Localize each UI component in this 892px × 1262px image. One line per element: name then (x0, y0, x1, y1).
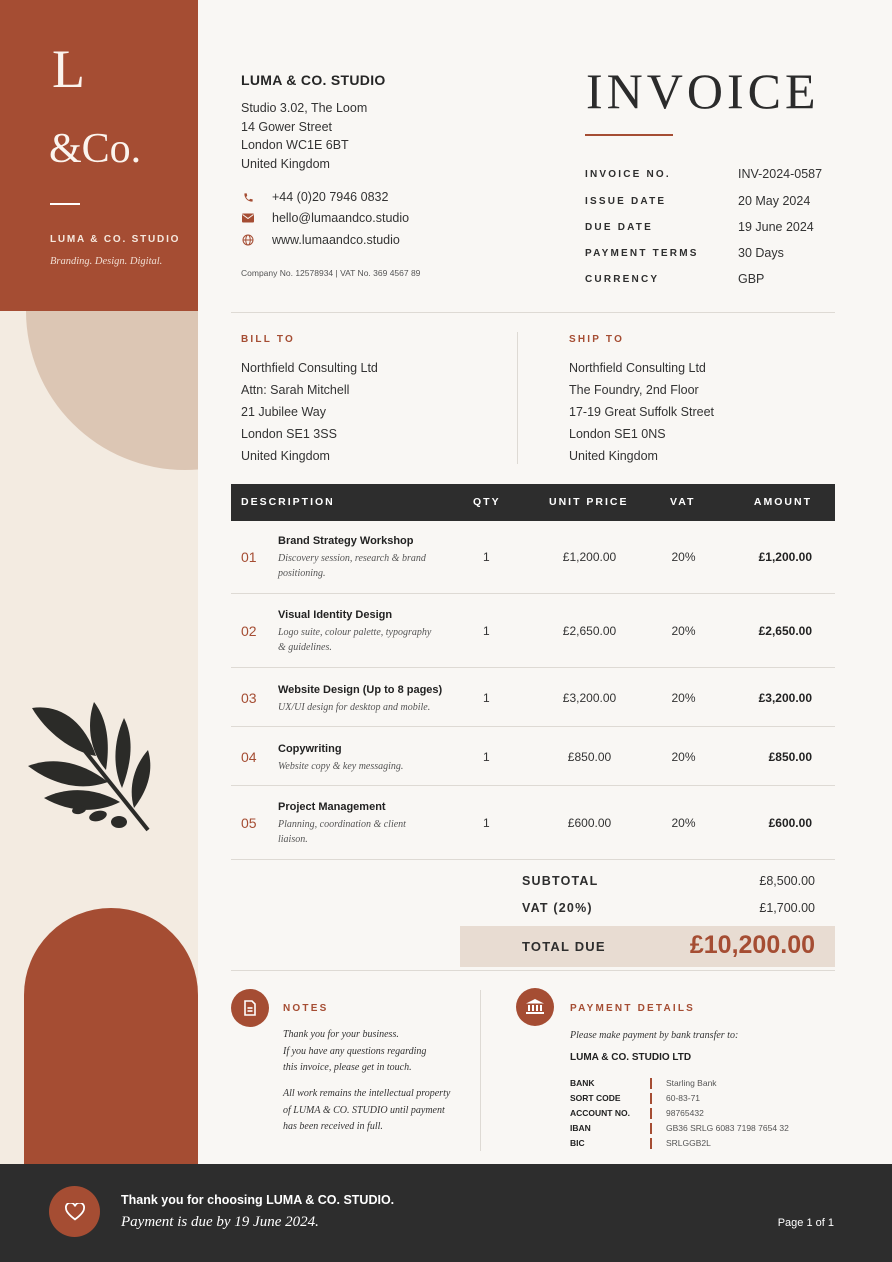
total-due-value: £10,200.00 (689, 931, 815, 959)
address-line: London WC1E 6BT (241, 138, 349, 152)
item-description (278, 700, 478, 715)
payment-intro: Please make payment by bank transfer to: (570, 1030, 739, 1041)
heart-icon (49, 1186, 100, 1237)
company-address (241, 99, 367, 173)
item-qty: 1 (483, 550, 490, 564)
meta-label: DUE DATE (585, 222, 653, 233)
notes-label: NOTES (283, 1003, 329, 1014)
contact-email (241, 211, 409, 225)
item-title: Website Design (Up to 8 pages) (278, 684, 443, 696)
table-row (231, 521, 835, 593)
bank-icon (516, 988, 554, 1026)
item-amount: £850.00 (768, 750, 812, 764)
row-number: 05 (241, 815, 257, 831)
item-description (278, 759, 458, 774)
page-number: Page 1 of 1 (777, 1217, 834, 1229)
payment-key: ACCOUNT NO. (570, 1108, 630, 1118)
item-qty: 1 (483, 816, 490, 830)
column-divider (517, 332, 518, 464)
table-header (231, 484, 835, 521)
brand-name: LUMA & CO. STUDIO (50, 234, 181, 245)
total-due-label: TOTAL DUE (522, 939, 606, 954)
address-line: United Kingdom (569, 449, 658, 463)
item-vat: 20% (671, 816, 696, 830)
payment-company: LUMA & CO. STUDIO LTD (570, 1052, 692, 1063)
logo-co: &Co. (49, 126, 142, 172)
contact-website (241, 233, 400, 247)
brand-tagline: Branding. Design. Digital. (50, 256, 163, 267)
address-line: London SE1 3SS (241, 427, 337, 441)
footer (0, 1164, 892, 1262)
item-amount: £1,200.00 (758, 550, 812, 564)
notes-line: this invoice, please get in touch. (283, 1062, 412, 1073)
payment-details-label: PAYMENT DETAILS (570, 1003, 696, 1014)
logo-letter: L (52, 39, 85, 99)
desc-line: & guidelines. (278, 642, 332, 653)
item-title: Project Management (278, 801, 386, 813)
address-line: The Foundry, 2nd Floor (569, 383, 699, 397)
left-sidebar (0, 0, 198, 1164)
footer-thanks: Thank you for choosing LUMA & CO. STUDIO. (121, 1193, 395, 1207)
item-unit-price: £600.00 (567, 816, 612, 830)
item-amount: £3,200.00 (758, 691, 812, 705)
issue-date: 20 May 2024 (738, 194, 811, 208)
meta-label: PAYMENT TERMS (585, 248, 699, 259)
contact-phone (241, 190, 388, 204)
row-number: 01 (241, 549, 257, 565)
table-row (231, 594, 835, 667)
item-unit-price: £1,200.00 (562, 550, 617, 564)
address-line: Northfield Consulting Ltd (569, 361, 706, 375)
vat-label: VAT (20%) (522, 901, 593, 915)
desc-line: positioning. (278, 568, 326, 579)
address-line: Attn: Sarah Mitchell (241, 383, 350, 397)
item-title: Brand Strategy Workshop (278, 535, 414, 547)
decorative-arch (24, 908, 198, 1164)
email-address: hello@lumaandco.studio (272, 211, 410, 225)
bill-to-address (241, 357, 378, 467)
payment-value: 98765432 (666, 1108, 704, 1118)
header-qty: QTY (473, 496, 501, 508)
item-qty: 1 (483, 624, 490, 638)
ship-to-address (569, 357, 714, 467)
divider (231, 312, 835, 313)
desc-line: Planning, coordination & client (278, 819, 406, 830)
brand-block (0, 0, 198, 311)
item-qty: 1 (483, 750, 490, 764)
notes-line: Thank you for your business. (283, 1029, 399, 1040)
table-row (231, 668, 835, 726)
address-line: Studio 3.02, The Loom (241, 101, 368, 115)
item-vat: 20% (671, 550, 696, 564)
address-line: 21 Jubilee Way (241, 405, 326, 419)
header-vat: VAT (670, 496, 696, 508)
address-line: United Kingdom (241, 156, 330, 171)
notes-line: If you have any questions regarding (283, 1045, 427, 1057)
row-number: 02 (241, 623, 257, 639)
table-row (231, 727, 835, 785)
row-number: 03 (241, 690, 257, 706)
item-title: Visual Identity Design (278, 609, 393, 621)
globe-icon (241, 233, 255, 247)
item-vat: 20% (671, 624, 696, 638)
payment-row-bank (570, 1076, 717, 1090)
phone-number: +44 (0)20 7946 0832 (272, 190, 389, 204)
desc-line: Logo suite, colour palette, typography (278, 627, 432, 638)
phone-icon (241, 190, 255, 204)
desc-line: liaison. (278, 834, 308, 845)
desc-line: Discovery session, research & brand (278, 553, 426, 564)
address-line: Northfield Consulting Ltd (241, 361, 378, 375)
company-name: LUMA & CO. STUDIO (241, 72, 386, 88)
column-divider (480, 990, 481, 1151)
invoice-number: INV-2024-0587 (738, 167, 823, 181)
payment-key: SORT CODE (570, 1093, 621, 1103)
item-vat: 20% (671, 691, 696, 705)
due-date: 19 June 2024 (738, 220, 814, 234)
meta-label: INVOICE NO. (585, 169, 671, 180)
payment-terms: 30 Days (738, 246, 784, 260)
payment-key: IBAN (570, 1123, 591, 1133)
row-divider (231, 859, 835, 860)
row-number: 04 (241, 749, 257, 765)
desc-line: Website copy & key messaging. (278, 761, 404, 772)
vat-value: £1,700.00 (759, 901, 815, 915)
item-description (278, 551, 458, 581)
notes-line: of LUMA & CO. STUDIO until payment (283, 1104, 445, 1116)
payment-row-sort-code (570, 1091, 700, 1105)
bill-to-label: BILL TO (241, 334, 295, 345)
divider (231, 970, 835, 971)
email-icon (241, 211, 255, 225)
item-description (278, 817, 458, 847)
item-unit-price: £2,650.00 (562, 624, 617, 638)
subtotal-value: £8,500.00 (759, 874, 815, 888)
payment-value: SRLGGB2L (666, 1138, 711, 1148)
payment-row-account (570, 1106, 704, 1120)
payment-value: GB36 SRLG 6083 7198 7654 32 (666, 1123, 789, 1133)
payment-value: Starling Bank (666, 1078, 717, 1088)
header-amount: AMOUNT (753, 496, 812, 508)
address-line: 17-19 Great Suffolk Street (569, 405, 714, 419)
payment-row-iban (570, 1121, 789, 1135)
meta-label: CURRENCY (585, 274, 660, 285)
registration-info: Company No. 12578934 | VAT No. 369 4567 89 (241, 268, 421, 278)
notes-line: has been received in full. (283, 1121, 383, 1132)
logo-divider (50, 203, 80, 205)
desc-line: UX/UI design for desktop and mobile. (278, 702, 431, 713)
address-line: 14 Gower Street (241, 119, 333, 134)
payment-row-bic (570, 1136, 711, 1150)
notes-line: All work remains the intellectual property (283, 1088, 451, 1099)
header-description: DESCRIPTION (241, 496, 335, 508)
table-row (231, 786, 835, 859)
meta-label: ISSUE DATE (585, 196, 667, 207)
title-underline (585, 134, 673, 136)
header-unit-price: UNIT PRICE (549, 496, 629, 508)
address-line: United Kingdom (241, 449, 330, 463)
item-description (278, 625, 458, 655)
ship-to-label: SHIP TO (569, 334, 625, 345)
payment-value: 60-83-71 (666, 1093, 701, 1103)
item-vat: 20% (671, 750, 696, 764)
footer-due-note: Payment is due by 19 June 2024. (121, 1214, 319, 1230)
payment-key: BIC (570, 1138, 585, 1148)
notes-paragraph (283, 1086, 473, 1136)
currency: GBP (738, 272, 765, 286)
item-amount: £600.00 (768, 816, 812, 830)
website-url: www.lumaandco.studio (272, 233, 400, 247)
invoice-title: INVOICE (586, 63, 820, 119)
subtotal-label: SUBTOTAL (522, 874, 599, 888)
item-qty: 1 (483, 691, 490, 705)
address-line: London SE1 0NS (569, 427, 666, 441)
document-icon (231, 989, 269, 1027)
item-unit-price: £850.00 (567, 750, 612, 764)
item-unit-price: £3,200.00 (562, 691, 617, 705)
item-amount: £2,650.00 (758, 624, 812, 638)
payment-key: BANK (570, 1078, 595, 1088)
item-title: Copywriting (278, 743, 342, 755)
notes-paragraph (283, 1027, 473, 1077)
leaf-icon (24, 700, 164, 840)
